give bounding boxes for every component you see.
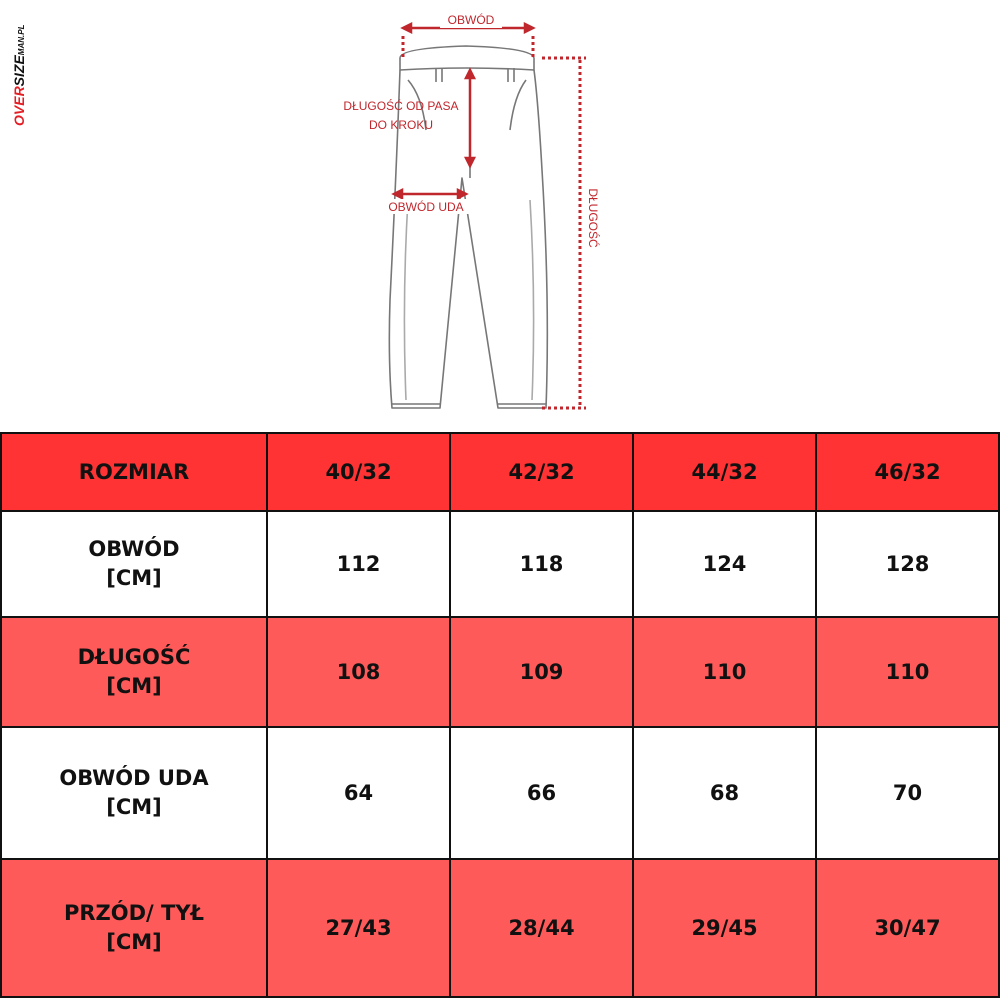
value-cell: 29/45	[633, 859, 816, 997]
row-label: OBWÓD UDA	[59, 766, 209, 790]
row-label: OBWÓD	[88, 537, 180, 561]
label-length: DŁUGOŚĆ	[586, 188, 600, 248]
table-row	[1, 511, 999, 617]
value-cell: 68	[633, 727, 816, 859]
table-row	[1, 727, 999, 859]
row-unit: [CM]	[106, 930, 162, 954]
size-table	[0, 432, 1000, 998]
brand-logo	[10, 16, 32, 128]
value-cell: 30/47	[816, 859, 999, 997]
size-header-cell: 46/32	[816, 433, 999, 511]
logo-text-size: SIZE	[11, 55, 27, 87]
row-label: PRZÓD/ TYŁ	[63, 901, 205, 925]
logo-text-domain: MAN.PL	[17, 24, 26, 56]
value-cell: 110	[633, 617, 816, 727]
row-label-cell	[1, 727, 267, 859]
value-cell: 66	[450, 727, 633, 859]
value-cell: 110	[816, 617, 999, 727]
svg-text:OVERSIZEMAN.PL	[11, 24, 27, 126]
value-cell: 112	[267, 511, 450, 617]
value-cell: 70	[816, 727, 999, 859]
row-label-cell	[1, 511, 267, 617]
value-cell: 124	[633, 511, 816, 617]
value-cell: 108	[267, 617, 450, 727]
header-label-cell: ROZMIAR	[1, 433, 267, 511]
label-rise-line2: DO KROKU	[368, 118, 434, 132]
trousers-diagram	[330, 0, 630, 420]
value-cell: 109	[450, 617, 633, 727]
value-cell: 27/43	[267, 859, 450, 997]
row-label-cell	[1, 859, 267, 997]
value-cell: 64	[267, 727, 450, 859]
table-row	[1, 617, 999, 727]
row-label: DŁUGOŚĆ	[77, 645, 191, 669]
table-row	[1, 859, 999, 997]
label-thigh: OBWÓD UDA	[388, 200, 464, 214]
size-header-cell: 40/32	[267, 433, 450, 511]
row-unit: [CM]	[106, 795, 162, 819]
size-header-cell: 44/32	[633, 433, 816, 511]
value-cell: 28/44	[450, 859, 633, 997]
row-label-cell	[1, 617, 267, 727]
label-waist: OBWÓD	[447, 13, 495, 27]
size-header-cell: 42/32	[450, 433, 633, 511]
value-cell: 128	[816, 511, 999, 617]
row-unit: [CM]	[106, 674, 162, 698]
label-rise: DŁUGOŚĆ OD PASA	[343, 99, 459, 113]
table-header-row	[1, 433, 999, 511]
value-cell: 118	[450, 511, 633, 617]
row-unit: [CM]	[106, 566, 162, 590]
logo-text-over: OVER	[11, 86, 27, 126]
